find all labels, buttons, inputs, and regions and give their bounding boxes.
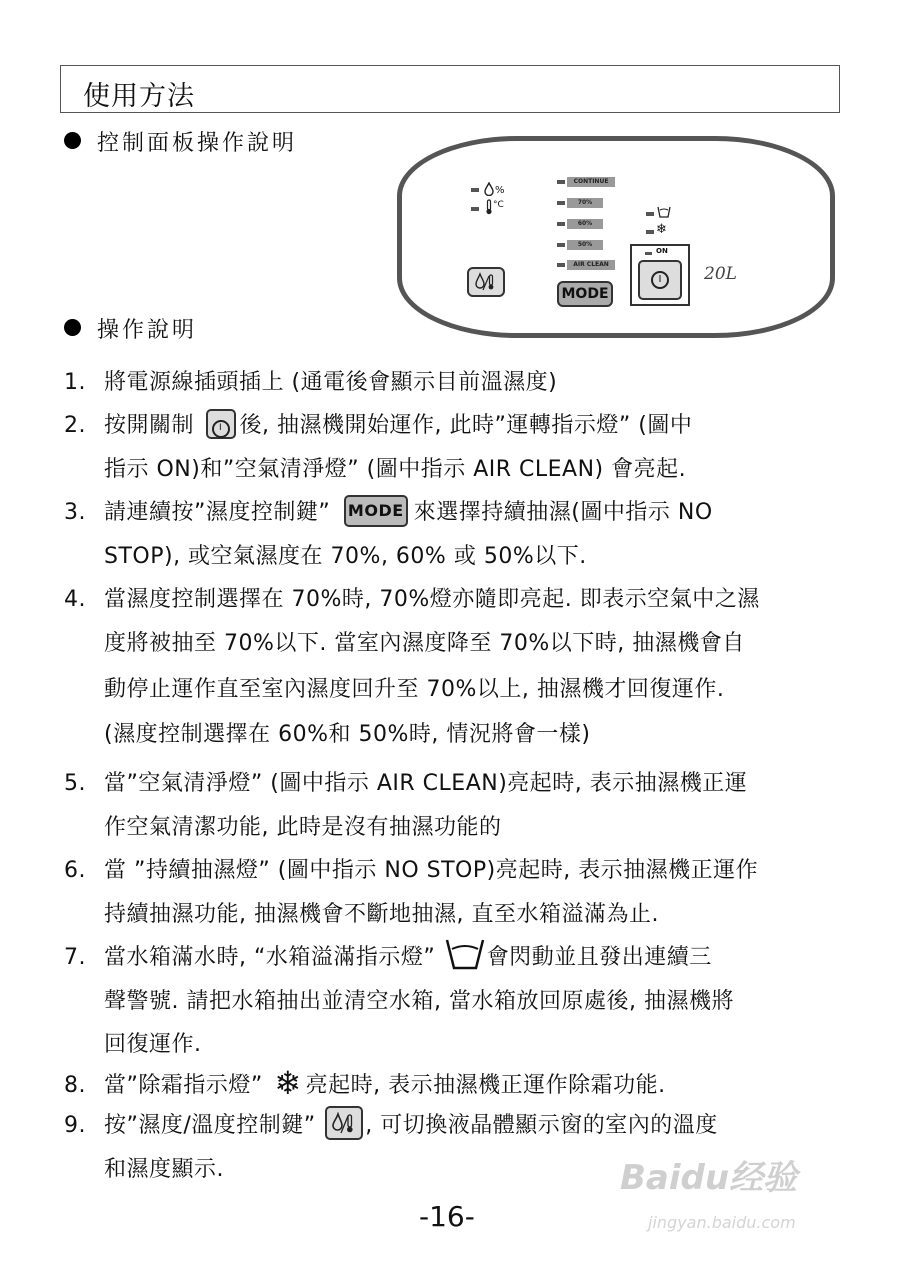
step-4-cont-1: 度將被抽至 70%以下. 當室內濕度降至 70%以下時, 抽濕機會自 <box>104 631 745 656</box>
step-text: 請連續按”濕度控制鍵” <box>104 500 331 525</box>
snowflake-icon: ❄ <box>656 222 667 237</box>
step-number: 1. <box>64 370 86 395</box>
step-5-cont: 作空氣清潔功能, 此時是沒有抽濕功能的 <box>104 815 502 840</box>
step-number: 6. <box>64 858 86 883</box>
step-3 <box>64 495 713 529</box>
step-7 <box>64 940 712 975</box>
temperature-unit: °C <box>493 200 504 210</box>
control-panel-illustration <box>397 136 835 338</box>
baidu-watermark-url: jingyan.baidu.com <box>648 1213 796 1232</box>
step-text: 當 ”持續抽濕燈” (圖中指示 NO STOP)亮起時, 表示抽濕機正運作 <box>104 858 759 883</box>
level-led-60 <box>557 222 565 226</box>
step-text: 來選擇持續抽濕(圖中指示 NO <box>413 500 713 525</box>
step-number: 8. <box>64 1073 86 1098</box>
on-led <box>645 252 652 255</box>
power-button <box>638 260 682 300</box>
water-tank-full-icon <box>445 937 485 971</box>
level-bar-continue: CONTINUE <box>567 177 615 187</box>
tank-full-led <box>646 212 654 216</box>
baidu-watermark: Baidu经验 <box>620 1158 798 1198</box>
step-4 <box>64 582 760 613</box>
water-drop-icon <box>483 182 495 196</box>
level-led-70 <box>557 201 565 205</box>
bullet-operation-heading <box>64 313 197 344</box>
level-led-air-clean <box>557 263 565 267</box>
bullet-operation-label: 操作說明 <box>97 318 198 343</box>
step-number: 7. <box>64 945 86 970</box>
step-5 <box>64 766 747 797</box>
bullet-panel-label: 控制面板操作說明 <box>97 131 298 156</box>
step-number: 9. <box>64 1113 86 1138</box>
step-text: 當水箱滿水時, “水箱溢滿指示燈” <box>104 945 436 970</box>
step-2-cont: 指示 ON)和”空氣清淨燈” (圖中指示 AIR CLEAN) 會亮起. <box>104 457 687 482</box>
step-text: 當”除霜指示燈” <box>104 1073 263 1098</box>
step-4-cont-2: 動停止運作直至室內濕度回升至 70%以上, 抽濕機才回復運作. <box>104 677 725 702</box>
temperature-led <box>471 207 479 211</box>
section-title-box <box>60 65 840 113</box>
step-number: 4. <box>64 587 86 612</box>
step-number: 3. <box>64 500 86 525</box>
step-6 <box>64 853 758 884</box>
step-4-cont-3: (濕度控制選擇在 60%和 50%時, 情況將會一樣) <box>104 722 591 747</box>
bullet-dot <box>64 132 81 149</box>
level-bar-60: 60% <box>567 219 603 229</box>
step-9 <box>64 1108 718 1143</box>
humidity-temp-icon <box>474 272 498 292</box>
mode-key-icon: MODE <box>344 495 408 527</box>
level-bar-50: 50% <box>567 240 603 250</box>
on-label: ON <box>656 247 668 255</box>
level-bar-air-clean: AIR CLEAN <box>567 260 615 270</box>
step-text: 按開關制 <box>104 413 195 438</box>
bullet-panel-heading <box>64 126 297 157</box>
power-symbol-icon: I <box>212 420 230 438</box>
step-text: 會閃動並且發出連續三 <box>486 945 712 970</box>
defrost-led <box>646 230 654 234</box>
step-number: 5. <box>64 771 86 796</box>
humidity-unit: % <box>495 185 505 196</box>
step-1 <box>64 365 557 396</box>
step-9-cont: 和濕度顯示. <box>104 1157 224 1182</box>
snowflake-icon: ❄ <box>274 1064 302 1102</box>
step-text: , 可切換液晶體顯示窗的室內的溫度 <box>365 1113 718 1138</box>
humidity-temp-button <box>467 267 505 297</box>
step-3-cont: STOP), 或空氣濕度在 70%, 60% 或 50%以下. <box>104 544 587 569</box>
humidity-led <box>471 188 479 192</box>
step-7-cont-1: 聲警號. 請把水箱抽出並清空水箱, 當水箱放回原處後, 抽濕機將 <box>104 989 734 1014</box>
level-led-50 <box>557 243 565 247</box>
step-2 <box>64 408 692 441</box>
model-label: 20L <box>704 264 737 284</box>
step-text: 當”空氣清淨燈” (圖中指示 AIR CLEAN)亮起時, 表示抽濕機正運 <box>104 771 748 796</box>
step-8 <box>64 1064 666 1102</box>
page-number: -16- <box>419 1200 475 1233</box>
mode-button: MODE <box>557 281 613 307</box>
humidity-temp-icon <box>331 1112 357 1136</box>
power-key-icon <box>206 409 236 439</box>
section-title: 使用方法 <box>83 81 195 112</box>
step-text: 將電源線插頭插上 (通電後會顯示目前溫濕度) <box>104 370 558 395</box>
step-text: 當濕度控制選擇在 70%時, 70%燈亦隨即亮起. 即表示空氣中之濕 <box>104 587 760 612</box>
level-led-continue <box>557 180 565 184</box>
step-7-cont-2: 回復運作. <box>104 1032 202 1057</box>
step-6-cont: 持續抽濕功能, 抽濕機會不斷地抽濕, 直至水箱溢滿為止. <box>104 902 659 927</box>
step-text: 後, 抽濕機開始運作, 此時”運轉指示燈” (圖中 <box>239 413 693 438</box>
humidity-temp-key-icon <box>325 1106 363 1140</box>
bullet-dot <box>64 319 81 336</box>
power-icon: I <box>651 271 669 289</box>
step-text: 按”濕度/溫度控制鍵” <box>104 1113 316 1138</box>
step-text: 亮起時, 表示抽濕機正運作除霜功能. <box>305 1073 666 1098</box>
water-tank-icon <box>657 205 671 219</box>
step-number: 2. <box>64 413 86 438</box>
level-bar-70: 70% <box>567 198 603 208</box>
